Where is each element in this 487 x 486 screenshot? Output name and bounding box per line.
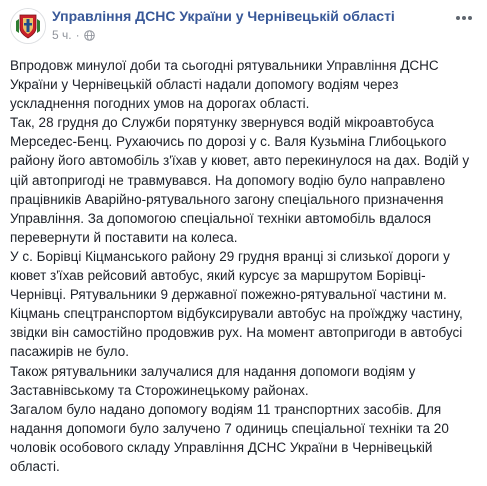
post-paragraph-4: Також рятувальники залучалися для надання допомоги водіям у Заставнівському та Сторожинецькому районах. [10, 363, 416, 398]
more-options-icon[interactable] [453, 10, 475, 26]
coat-of-arms-icon [11, 9, 45, 43]
meta-separator: · [75, 28, 80, 42]
post-body [10, 56, 470, 476]
page-avatar[interactable] [10, 8, 46, 44]
post-meta [52, 28, 95, 42]
post-header [0, 0, 487, 52]
post-paragraph-2: Так, 28 грудня до Служби порятунку звернувся водій мікроавтобуса Мерседес-Бенц. Рухаючись по дорозі у с. Валя Кузьміна Глибоцького району його автомобіль з'їхав у кювет, авто перекинулося на дах. Водій у цій автопригоді не травмувався. На допомогу водію було направлено працівників Аварійно-рятувального загону спеціального призначення Управління. За допомогою спеціальної техніки автомобіль вдалося перевернути й поставити на колеса. [10, 115, 470, 245]
post-timestamp[interactable]: 5 ч. [52, 28, 72, 42]
post-paragraph-3: У с. Борівці Кіцманського району 29 грудня вранці зі слизької дороги у кювет з'їхав рейсовий автобус, який курсує за маршрутом Борівці-Чернівці. Рятувальники 9 державної пожежно-рятувальної частини м. Кіцмань спецтранспортом відбуксирували автобус на проїжджу частину, звідки він самостійно продовжив рух. На момент автопригоди в автобусі пасажирів не було. [10, 248, 463, 360]
post-paragraph-5: Загалом було надано допомогу водіям 11 транспортних засобів. Для надання допомоги було залучено 7 одиниць спеціальної техніки та 20 чоловік особового складу Управління ДСНС України в Чернівецькій області. [10, 401, 449, 474]
globe-icon[interactable] [84, 30, 95, 41]
post-paragraph-1: Впродовж минулої доби та сьогодні рятувальники Управління ДСНС України у Чернівецькій області надали допомогу водіям через ускладнення погодних умов на дорогах області. [10, 58, 439, 112]
page-name-link[interactable]: Управління ДСНС України у Чернівецькій області [52, 8, 395, 24]
